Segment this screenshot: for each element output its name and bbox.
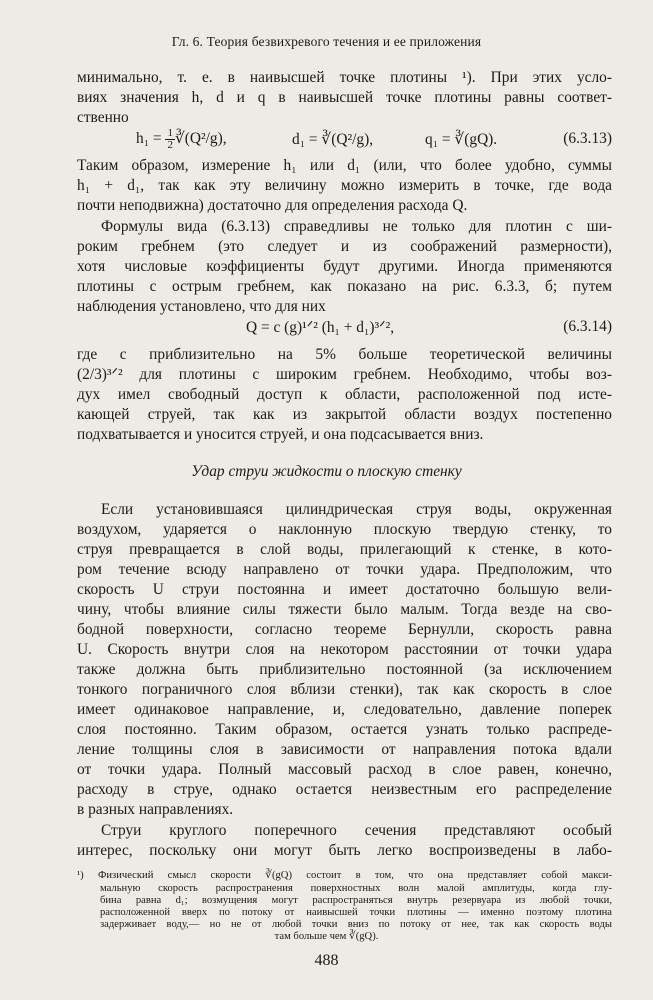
footnote-line: задерживает воду,— но не от любой точки вниз по потоку от нее, так как скорость воды bbox=[100, 919, 612, 930]
text-line: скорость U струи постоянна и имеет достаточно большую вели- bbox=[77, 581, 612, 598]
fraction-one-half: $\frac{1}{2}$ bbox=[167, 127, 173, 151]
section-title: Удар струи жидкости о плоскую стенку bbox=[191, 463, 462, 480]
text-line: кающей струей, так как из закрытой области воздух постепенно bbox=[77, 406, 612, 423]
text-line: минимально, т. е. в наивысшей точке плотины ¹). При этих усло- bbox=[77, 69, 612, 86]
equation-h1: h₁ = $\frac{1}{2}$ ∛(Q²/g), bbox=[136, 127, 227, 151]
text-line: интерес, поскольку они могут быть легко воспроизведены в лабо- bbox=[77, 842, 612, 859]
equation-q1: q₁ = ∛(gQ). bbox=[425, 131, 498, 148]
equation-d1: d₁ = ∛(Q²/g), bbox=[292, 131, 374, 148]
text-line: подхватывается и уносится струей, и она подсасывается вниз. bbox=[77, 426, 484, 443]
text-line: Если установившаяся цилиндрическая струя воды, окруженная bbox=[101, 501, 612, 518]
text-line: воздухом, ударяется о наклонную плоскую твердую стенку, то bbox=[77, 521, 612, 538]
text-line: U. Скорость внутри слоя на некотором расстоянии от точки удара bbox=[77, 641, 612, 658]
text-line: Таким образом, измерение h₁ или d₁ (или, что более удобно, суммы bbox=[77, 157, 612, 174]
equation-number: (6.3.14) bbox=[563, 318, 612, 335]
text-line: в разных направлениях. bbox=[77, 801, 234, 818]
text-line: ственно bbox=[77, 109, 129, 126]
text-line: расходу в струе, однако остается неизвестным его распределение bbox=[77, 781, 612, 798]
equation-discharge: Q = c (g)¹ᐟ² (h₁ + d₁)³ᐟ², bbox=[246, 319, 395, 336]
text-line: ром течение всюду направлено от точки удара. Предположим, что bbox=[77, 561, 612, 578]
footnote-line: бина равна d₁; возмущения могут распространяться внутрь резервуара из любой точки, bbox=[100, 895, 612, 906]
text-line: ление толщины слоя в зависимости от направления потока вдали bbox=[77, 741, 612, 758]
running-header: Гл. 6. Теория безвихревого течения и ее приложения bbox=[171, 34, 482, 49]
text-line: роким гребнем (это следует и из соображений размерности), bbox=[77, 238, 612, 255]
text-line: имеет одинаковое направление, и, следовательно, давление поперек bbox=[77, 701, 612, 718]
text-line: чину, чтобы влияние силы тяжести было малым. Тогда везде на сво- bbox=[77, 601, 612, 618]
text-line: виях значения h, d и q в наивысшей точке плотины равны соответ- bbox=[77, 89, 612, 106]
text-line: бодной поверхности, согласно теореме Бернулли, скорость равна bbox=[77, 621, 612, 638]
footnote-line: расположенной вверх по потоку от наивысшей точки плотины — именно поэтому плотина bbox=[100, 907, 612, 918]
page-number: 488 bbox=[314, 952, 339, 969]
text-line: Формулы вида (6.3.13) справедливы не только для плотин с ши- bbox=[101, 218, 612, 235]
text-line: h₁ + d₁, так как эту величину можно измерить в точке, где вода bbox=[77, 177, 612, 194]
footnote-line: мальную скорость распространения поверхностных волн малой амплитуды, когда глу- bbox=[100, 883, 612, 894]
text-line: где c приблизительно на 5% больше теоретической величины bbox=[77, 346, 612, 363]
footnote-line: ¹) Физический смысл скорости ∛(gQ) состоит в том, что она представляет собой макси- bbox=[77, 870, 612, 881]
text-line: наблюдения установлено, что для них bbox=[77, 298, 326, 315]
text-line: слоя постоянно. Таким образом, остается узнать только распреде- bbox=[77, 721, 612, 738]
text-line: почти неподвижна) достаточно для определения расхода Q. bbox=[77, 197, 468, 214]
text-line: дух имел свободный доступ к области, расположенной под исте- bbox=[77, 386, 612, 403]
text-line: также должна быть приблизительно постоянной (за исключением bbox=[77, 661, 612, 678]
text-line: (2/3)³ᐟ² для плотины с широким гребнем. Необходимо, чтобы воз- bbox=[77, 366, 612, 383]
text-line: Струи круглого поперечного сечения представляют особый bbox=[101, 822, 612, 839]
text-line: плотины с острым гребнем, как показано на рис. 6.3.3, б; путем bbox=[77, 278, 612, 295]
equation-number: (6.3.13) bbox=[563, 130, 612, 147]
text-line: хотя числовые коэффициенты будут другими. Иногда применяются bbox=[77, 258, 612, 275]
text-line: струя превращается в слой воды, прилегающий к стенке, в кото- bbox=[77, 541, 612, 558]
footnote-line: там больше чем ∛(gQ). bbox=[274, 931, 379, 942]
text-line: от точки удара. Полный массовый расход в слое равен, конечно, bbox=[77, 761, 612, 778]
text-line: тонкого пограничного слоя вблизи стенки), так как скорость в слое bbox=[77, 681, 612, 698]
